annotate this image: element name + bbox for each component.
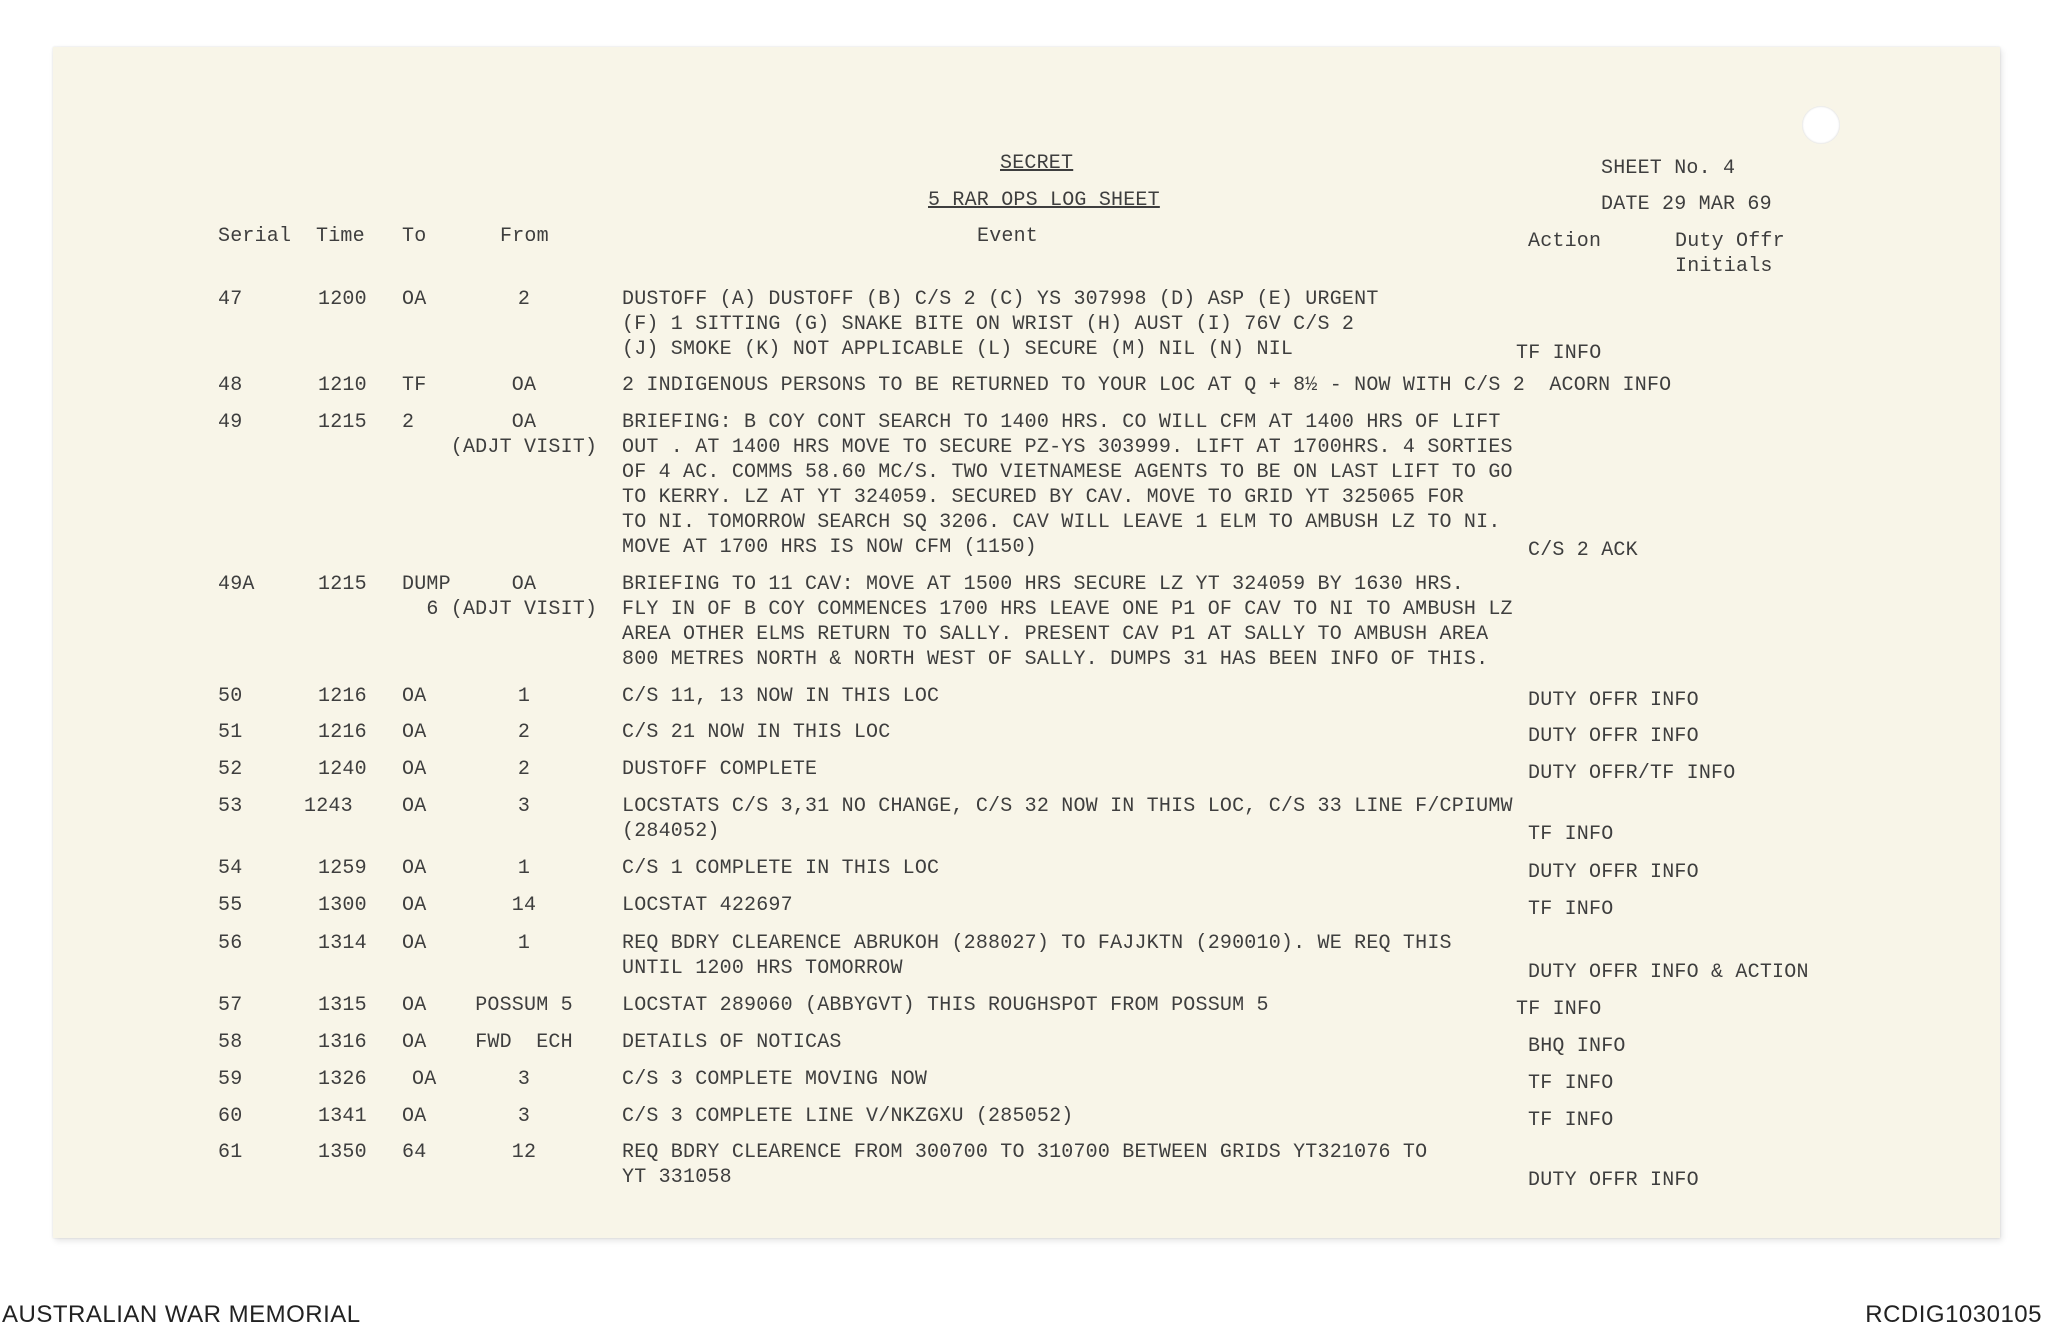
action-cell: TF INFO <box>1528 1109 1614 1132</box>
page-title: 5 RAR OPS LOG SHEET <box>928 189 1160 212</box>
from-cell: 3 <box>517 1068 531 1091</box>
serial-cell: 51 <box>218 721 243 744</box>
from-cell: 2 <box>517 758 531 781</box>
time-cell: 1240 <box>318 758 367 781</box>
event-cell: DUSTOFF (A) DUSTOFF (B) C/S 2 (C) YS 307998 (D) ASP (E) URGENT (F) 1 SITTING (G) SNAKE BITE ON WRIST (H) AUST (I) 76V C/S 2 (J) SMOKE (K) NOT APPLICABLE (L) SECURE (M) NIL (N) NIL <box>622 288 1379 361</box>
serial-cell: 49A <box>218 573 255 596</box>
classification-label: SECRET <box>1000 152 1074 175</box>
time-cell: 1300 <box>318 894 367 917</box>
serial-cell: 48 <box>218 374 243 397</box>
serial-cell: 55 <box>218 894 243 917</box>
log-date: DATE 29 MAR 69 <box>1601 193 1772 216</box>
action-cell: DUTY OFFR INFO <box>1528 1169 1699 1192</box>
time-cell: 1259 <box>318 857 367 880</box>
to-cell: OA <box>402 288 427 311</box>
time-cell: 1215 <box>318 573 367 596</box>
table-row <box>0 757 2048 785</box>
to-cell: OA <box>412 1068 437 1091</box>
event-cell: C/S 21 NOW IN THIS LOC <box>622 721 891 744</box>
action-cell: TF INFO <box>1528 823 1614 846</box>
table-row <box>0 931 2048 984</box>
from-cell: 2 <box>517 288 531 311</box>
from-cell: FWD ECH <box>475 1031 573 1054</box>
to-cell: OA <box>402 758 427 781</box>
to-cell: OA <box>402 795 427 818</box>
time-cell: 1314 <box>318 932 367 955</box>
archive-id: RCDIG1030105 <box>1865 1301 2042 1328</box>
time-cell: 1200 <box>318 288 367 311</box>
from-cell: OA (ADJT VISIT) <box>450 411 598 459</box>
sheet-number: SHEET No. 4 <box>1601 157 1736 180</box>
to-cell: TF <box>402 374 427 397</box>
column-header-action: Action <box>1528 230 1602 253</box>
time-cell: 1216 <box>318 721 367 744</box>
action-cell: DUTY OFFR INFO <box>1528 689 1699 712</box>
from-cell: 1 <box>517 685 531 708</box>
time-cell: 1316 <box>318 1031 367 1054</box>
to-cell: OA <box>402 685 427 708</box>
to-cell: DUMP 6 <box>402 573 451 621</box>
action-cell: TF INFO <box>1516 998 1602 1021</box>
from-cell: 2 <box>517 721 531 744</box>
event-cell: DUSTOFF COMPLETE <box>622 758 818 781</box>
action-cell: TF INFO <box>1528 898 1614 921</box>
table-row <box>0 1067 2048 1095</box>
table-row <box>0 572 2048 671</box>
event-cell: LOCSTAT 422697 <box>622 894 793 917</box>
serial-cell: 57 <box>218 994 243 1017</box>
to-cell: 2 <box>402 411 415 434</box>
to-cell: OA <box>402 894 427 917</box>
event-cell: C/S 3 COMPLETE LINE V/NKZGXU (285052) <box>622 1105 1074 1128</box>
column-header-event: Event <box>977 225 1039 248</box>
table-row <box>0 1030 2048 1058</box>
time-cell: 1216 <box>318 685 367 708</box>
table-row <box>0 893 2048 921</box>
to-cell: OA <box>402 1031 427 1054</box>
serial-cell: 53 <box>218 795 243 818</box>
time-cell: 1243 <box>304 795 353 818</box>
to-cell: OA <box>402 857 427 880</box>
serial-cell: 56 <box>218 932 243 955</box>
serial-cell: 52 <box>218 758 243 781</box>
table-row <box>0 993 2048 1021</box>
table-row <box>0 856 2048 884</box>
serial-cell: 50 <box>218 685 243 708</box>
action-cell: BHQ INFO <box>1528 1035 1626 1058</box>
action-cell: C/S 2 ACK <box>1528 539 1638 562</box>
table-row <box>0 684 2048 712</box>
from-cell: 12 <box>511 1141 537 1164</box>
from-cell: 3 <box>517 795 531 818</box>
event-cell: DETAILS OF NOTICAS <box>622 1031 842 1054</box>
action-cell: TF INFO <box>1516 342 1602 365</box>
table-row <box>0 1140 2048 1192</box>
to-cell: OA <box>402 1105 427 1128</box>
from-cell: 14 <box>511 894 537 917</box>
action-cell: TF INFO <box>1528 1072 1614 1095</box>
table-row <box>0 287 2048 365</box>
event-cell: 2 INDIGENOUS PERSONS TO BE RETURNED TO YOUR LOC AT Q + 8½ - NOW WITH C/S 2 ACORN INFO <box>622 374 1672 397</box>
action-cell: DUTY OFFR INFO <box>1528 725 1699 748</box>
from-cell: 1 <box>517 857 531 880</box>
time-cell: 1341 <box>318 1105 367 1128</box>
table-row <box>0 794 2048 846</box>
column-header-from: From <box>500 225 549 248</box>
from-cell: OA <box>511 374 537 397</box>
serial-cell: 60 <box>218 1105 243 1128</box>
serial-cell: 59 <box>218 1068 243 1091</box>
table-row <box>0 1104 2048 1132</box>
event-cell: C/S 11, 13 NOW IN THIS LOC <box>622 685 940 708</box>
table-row <box>0 410 2048 562</box>
event-cell: REQ BDRY CLEARENCE ABRUKOH (288027) TO FAJJKTN (290010). WE REQ THIS UNTIL 1200 HRS TOMORROW <box>622 932 1452 980</box>
time-cell: 1215 <box>318 411 367 434</box>
event-cell: LOCSTATS C/S 3,31 NO CHANGE, C/S 32 NOW IN THIS LOC, C/S 33 LINE F/CPIUMW (284052) <box>622 795 1513 843</box>
event-cell: BRIEFING TO 11 CAV: MOVE AT 1500 HRS SECURE LZ YT 324059 BY 1630 HRS. FLY IN OF B COY COMMENCES 1700 HRS LEAVE ONE P1 OF CAV TO NI TO AMBUSH LZ AREA OTHER ELMS RETURN TO SALLY. PRESENT CAV P1 AT SALLY TO AMBUSH AREA 800 METRES NORTH & NORTH WEST OF SALLY. DUMPS 31 HAS BEEN INFO OF THIS. <box>622 573 1513 671</box>
column-header-duty-offr-initials: Duty Offr Initials <box>1675 230 1785 278</box>
time-cell: 1326 <box>318 1068 367 1091</box>
from-cell: OA (ADJT VISIT) <box>450 573 598 621</box>
action-cell: DUTY OFFR INFO <box>1528 861 1699 884</box>
column-header-time: Time <box>316 225 365 248</box>
time-cell: 1315 <box>318 994 367 1017</box>
serial-cell: 54 <box>218 857 243 880</box>
to-cell: OA <box>402 994 427 1017</box>
from-cell: 3 <box>517 1105 531 1128</box>
serial-cell: 61 <box>218 1141 243 1164</box>
event-cell: REQ BDRY CLEARENCE FROM 300700 TO 310700 BETWEEN GRIDS YT321076 TO YT 331058 <box>622 1141 1428 1189</box>
serial-cell: 47 <box>218 288 243 311</box>
from-cell: POSSUM 5 <box>475 994 573 1017</box>
event-cell: LOCSTAT 289060 (ABBYGVT) THIS ROUGHSPOT FROM POSSUM 5 <box>622 994 1269 1017</box>
action-cell: DUTY OFFR/TF INFO <box>1528 762 1736 785</box>
table-row <box>0 373 2048 397</box>
to-cell: 64 <box>402 1141 427 1164</box>
from-cell: 1 <box>517 932 531 955</box>
event-cell: C/S 1 COMPLETE IN THIS LOC <box>622 857 940 880</box>
archive-credit: AUSTRALIAN WAR MEMORIAL <box>2 1301 361 1328</box>
table-row <box>0 720 2048 748</box>
event-cell: C/S 3 COMPLETE MOVING NOW <box>622 1068 928 1091</box>
event-cell: BRIEFING: B COY CONT SEARCH TO 1400 HRS. CO WILL CFM AT 1400 HRS OF LIFT OUT . AT 1400 HRS MOVE TO SECURE PZ-YS 303999. LIFT AT 1700HRS. 4 SORTIES OF 4 AC. COMMS 58.60 MC/S. TWO VIETNAMESE AGENTS TO BE ON LAST LIFT TO GO TO KERRY. LZ AT YT 324059. SECURED BY CAV. MOVE TO GRID YT 325065 FOR TO NI. TOMORROW SEARCH SQ 3206. CAV WILL LEAVE 1 ELM TO AMBUSH LZ TO NI. MOVE AT 1700 HRS IS NOW CFM (1150) <box>622 411 1513 559</box>
time-cell: 1350 <box>318 1141 367 1164</box>
serial-cell: 58 <box>218 1031 243 1054</box>
punch-hole <box>1802 106 1840 144</box>
column-header-serial: Serial <box>218 225 292 248</box>
serial-cell: 49 <box>218 411 243 434</box>
column-header-to: To <box>402 225 427 248</box>
action-cell: DUTY OFFR INFO & ACTION <box>1528 961 1809 984</box>
time-cell: 1210 <box>318 374 367 397</box>
to-cell: OA <box>402 932 427 955</box>
to-cell: OA <box>402 721 427 744</box>
